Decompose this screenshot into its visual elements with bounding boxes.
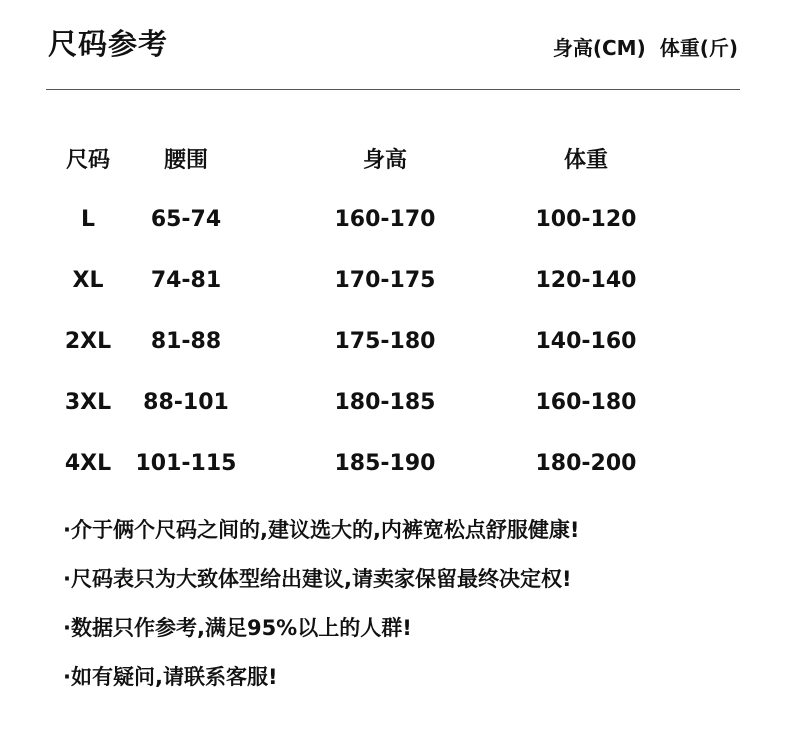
size-cell: XL xyxy=(72,268,104,293)
note-item: ·介于俩个尺码之间的,建议选大的,内裤宽松点舒服健康! xyxy=(63,518,580,542)
height-cell: 160-170 xyxy=(334,207,436,232)
table-row xyxy=(40,311,760,372)
height-cell: 185-190 xyxy=(334,451,436,476)
size-cell: L xyxy=(80,207,96,232)
divider xyxy=(46,89,740,90)
table-header-row xyxy=(40,128,760,189)
note-item: ·如有疑问,请联系客服! xyxy=(63,665,278,689)
column-header-height: 身高 xyxy=(362,148,407,173)
size-cell: 4XL xyxy=(64,451,112,476)
page-title: 尺码参考 xyxy=(48,27,169,61)
waist-cell: 65-74 xyxy=(150,207,222,232)
note-item: ·数据只作参考,满足95%以上的人群! xyxy=(63,616,412,640)
table-row xyxy=(40,433,760,494)
notes-list xyxy=(63,508,580,704)
weight-cell: 100-120 xyxy=(535,207,637,232)
waist-cell: 88-101 xyxy=(143,390,229,415)
waist-cell: 74-81 xyxy=(150,268,222,293)
weight-cell: 160-180 xyxy=(535,390,637,415)
column-header-size: 尺码 xyxy=(65,148,110,173)
size-cell: 2XL xyxy=(64,329,112,354)
weight-cell: 180-200 xyxy=(535,451,637,476)
column-header-waist: 腰围 xyxy=(163,148,208,173)
weight-cell: 120-140 xyxy=(535,268,637,293)
weight-unit-label: 体重(斤) xyxy=(659,36,738,60)
size-table xyxy=(40,128,760,494)
table-row xyxy=(40,189,760,250)
waist-cell: 101-115 xyxy=(135,451,237,476)
waist-cell: 81-88 xyxy=(150,329,222,354)
height-unit-label: 身高(CM) xyxy=(552,36,646,60)
note-item: ·尺码表只为大致体型给出建议,请卖家保留最终决定权! xyxy=(63,567,572,591)
height-cell: 175-180 xyxy=(334,329,436,354)
table-row xyxy=(40,372,760,433)
weight-cell: 140-160 xyxy=(535,329,637,354)
table-row xyxy=(40,250,760,311)
height-cell: 180-185 xyxy=(334,390,436,415)
units-legend xyxy=(553,32,738,61)
column-header-weight: 体重 xyxy=(563,148,608,173)
height-cell: 170-175 xyxy=(334,268,436,293)
size-cell: 3XL xyxy=(64,390,112,415)
